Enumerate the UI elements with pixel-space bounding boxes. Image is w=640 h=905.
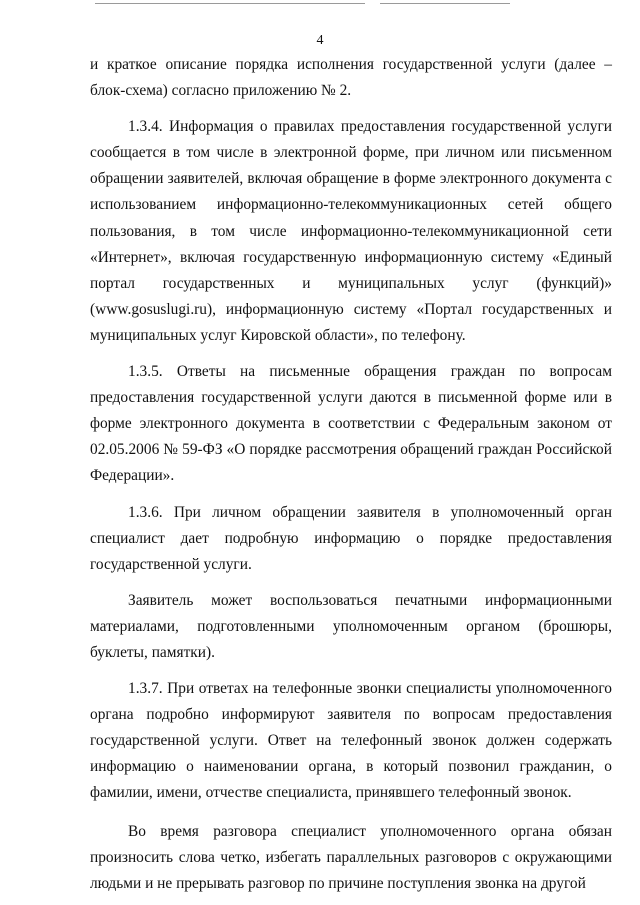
paragraph-1-3-6: 1.3.6. При личном обращении заявителя в уполномоченный орган специалист дает подробную информацию о порядке предоставления государственной услуги. xyxy=(90,503,612,573)
paragraph-continuation: и краткое описание порядка исполнения государственной услуги (далее – блок-схема) согласно приложению № 2. xyxy=(90,56,612,100)
paragraph-1-3-4: 1.3.4. Информация о правилах предоставления государственной услуги сообщается в том числе в электронной форме, при личном или письменном обращении заявителей, включая обращение в форме электронного документа с использованием информационно-телекоммуникационных сетей общего пользования, в том числе информационно-телекоммуникационной сети «Интернет», включая государственную информационную систему «Единый портал государственных и муниципальных услуг (функций)» (www.gosuslugi.ru), информационную систему «Портал государственных и муниципальных услуг Кировской области», по телефону. xyxy=(90,118,612,344)
document-body xyxy=(90,52,612,897)
paragraph-1-3-7: 1.3.7. При ответах на телефонные звонки специалисты уполномоченного органа подробно информируют заявителя по вопросам предоставления государственной услуги. Ответ на телефонный звонок должен содержать информацию о наименовании органа, в который позвонил гражданин, о фамилии, имени, отчестве специалиста, принявшего телефонный звонок. xyxy=(90,680,612,802)
paragraph-1-3-5: 1.3.5. Ответы на письменные обращения граждан по вопросам предоставления государственной услуги даются в письменной форме или в форме электронного документа в соответствии с Федеральным законом от 02.05.2006 № 59-ФЗ «О порядке рассмотрения обращений граждан Российской Федерации». xyxy=(90,363,612,485)
paragraph-applicant-materials: Заявитель может воспользоваться печатными информационными материалами, подготовленными уполномоченным органом (брошюры, буклеты, памятки). xyxy=(90,591,612,661)
top-scan-line xyxy=(95,3,365,4)
page-number: 4 xyxy=(316,33,324,48)
top-scan-line xyxy=(380,3,510,4)
paragraph-conversation-rules: Во время разговора специалист уполномоченного органа обязан произносить слова четко, избегать параллельных разговоров с окружающими людьми и не прерывать разговор по причине поступления звонка на другой xyxy=(90,822,612,892)
